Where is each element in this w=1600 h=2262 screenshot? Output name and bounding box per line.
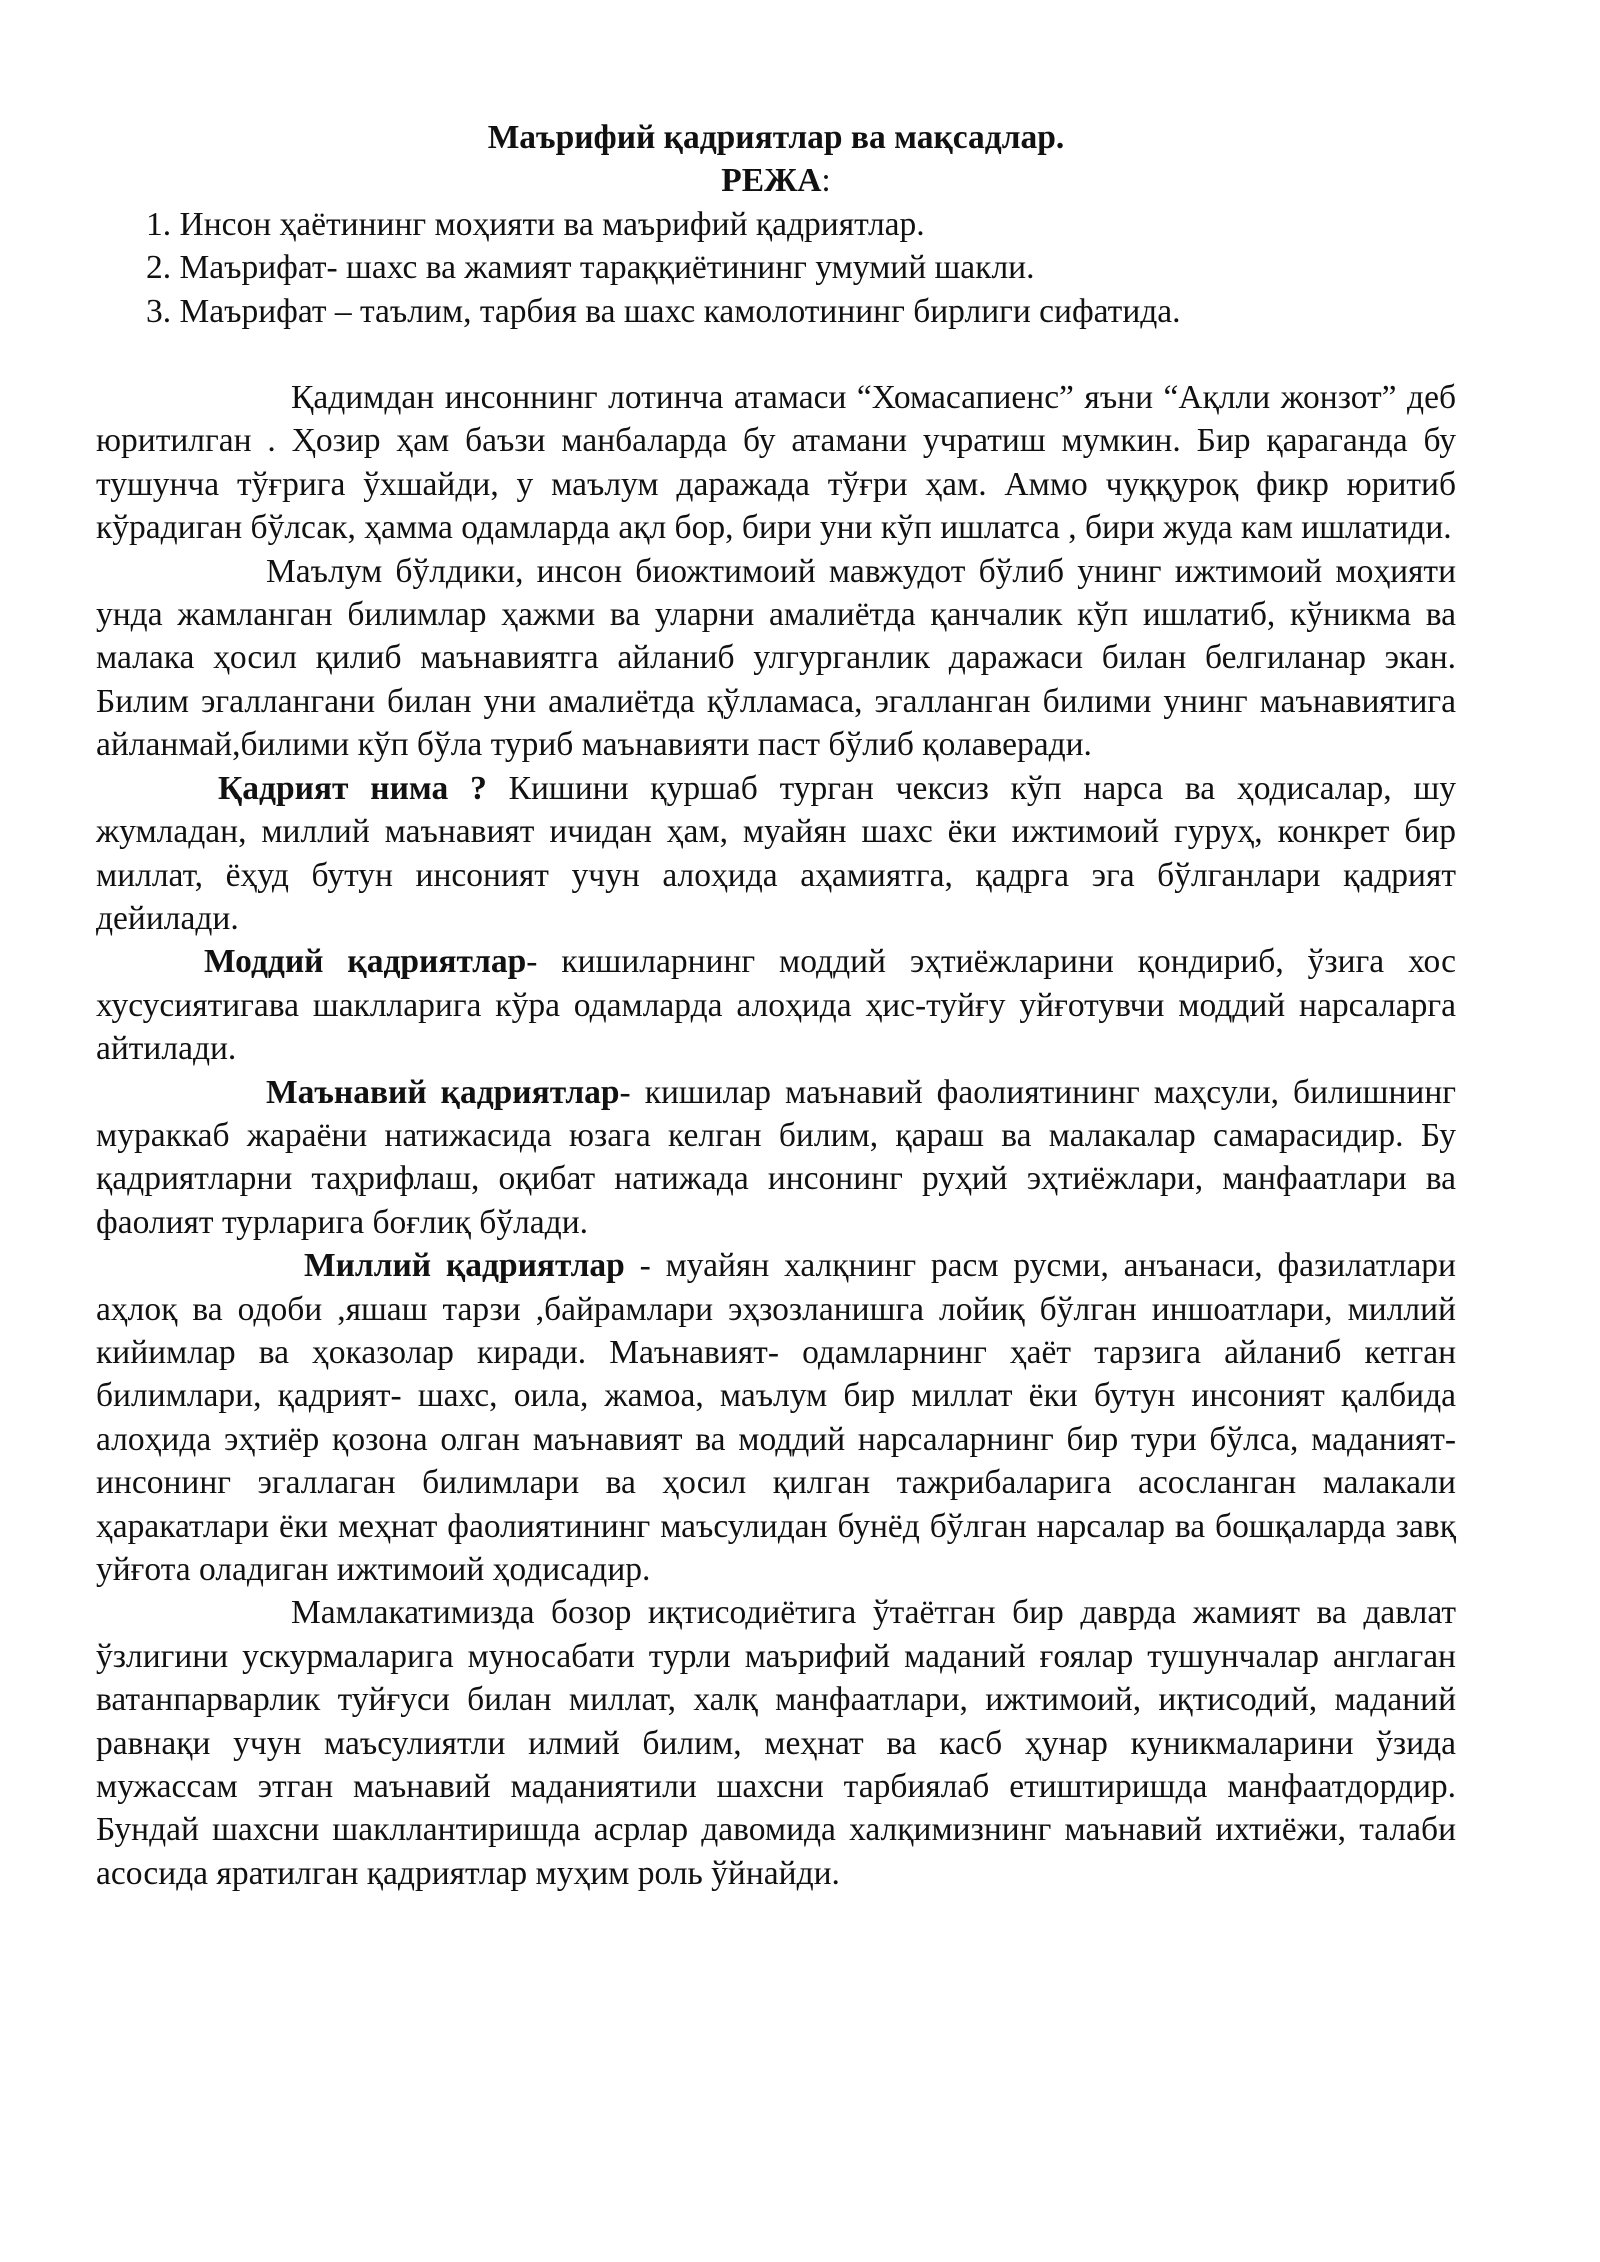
paragraph-6-text: - муайян халқнинг расм русми, анъанаси, фазилатлари аҳлоқ ва одоби ,яшаш тарзи ,байрамлари эҳзозланишга лойиқ бўлган иншоатлари, миллий кийимлар ва ҳоказолар киради. Маънавият- одамларнинг ҳаёт тарзига айланиб кетган билимлари, қадрият- шахс, оила, жамоа, маълум бир миллат ёки бутун инсоният қалбида алоҳида эҳтиёр қозона олган маънавият ва моддий нарсаларнинг бир тури бўлса, маданият-инсонинг эгаллаган билимлари ва ҳосил қилган тажрибаларига асосланган малакали ҳаракатлари ёки меҳнат фаолиятининг маъсулидан бунёд бўлган нарсалар ва бошқаларда завқ уйғота оладиган ижтимоий ҳодисадир.	[96, 1247, 1456, 1588]
document-title: Маърифий қадриятлар ва мақсадлар.	[487, 119, 1065, 156]
paragraph-4	[96, 940, 1456, 1070]
plan-heading-colon: :	[821, 162, 831, 200]
paragraph-4-term: Моддий қадриятлар	[204, 943, 527, 981]
paragraph-3	[96, 767, 1456, 941]
paragraph-6-term: Миллий қадриятлар	[304, 1247, 625, 1285]
paragraph-5-term: Маънавий қадриятлар	[266, 1073, 620, 1111]
plan-list	[96, 203, 1456, 333]
spacer	[96, 333, 1456, 376]
paragraph-2: Маълум бўлдики, инсон биожтимоий мавжудот бўлиб унинг ижтимоий моҳияти унда жамланган билимлар ҳажми ва уларни амалиётда қанчалик кўп ишлатиб, кўникма ва малака ҳосил қилиб маънавиятга айланиб улгурганлик даражаси билан белгиланар экан. Билим эгаллангани билан уни амалиётда қўлламаса, эгалланган билими унинг маънавиятига айланмай,билими кўп бўла туриб маънавияти паст бўлиб қолаверади.	[96, 552, 1456, 764]
plan-item-2: 2. Маърифат- шахс ва жамият тараққиётининг умумий шакли.	[146, 249, 1035, 287]
paragraph-3-text: Кишини қуршаб турган чексиз кўп нарса ва ҳодисалар, шу жумладан, миллий маънавият ичидан ҳам, муайян шахс ёки ижтимоий гуруҳ, конкрет бир миллат, ёҳуд бутун инсоният учун алоҳида аҳамиятга, қадрга эга бўлганлари қадрият дейилади.	[96, 769, 1456, 937]
paragraph-1: Қадимдан инсоннинг лотинча атамаси “Хомасапиенс” яъни “Ақлли жонзот” деб юритилган . Ҳозир ҳам баъзи манбаларда бу атамани учратиш мумкин. Бир қараганда бу тушунча тўғрига ўхшайди, у маълум даражада тўғри ҳам. Аммо чуққуроқ фикр юритиб кўрадиган бўлсак, ҳамма одамларда ақл бор, бири уни кўп ишлатса , бири жуда кам ишлатиди.	[96, 379, 1456, 547]
paragraph-5	[96, 1071, 1456, 1245]
plan-item-1: 1. Инсон ҳаётининг моҳияти ва маърифий қадриятлар.	[146, 205, 925, 243]
plan-heading	[96, 159, 1456, 202]
paragraph-4-text: - кишиларнинг моддий эҳтиёжларини қондириб, ўзига хос хусусиятигава шаклларига кўра одамларда алоҳида ҳис-туйғу уйғотувчи моддий нарсаларга айтилади.	[96, 943, 1457, 1068]
paragraph-3-term: Қадрият нима ?	[218, 769, 487, 807]
paragraph-6	[96, 1244, 1456, 1591]
paragraph-5-text: - кишилар маънавий фаолиятининг маҳсули, билишнинг мураккаб жараёни натижасида юзага келган билим, қараш ва малакалар самарасидир. Бу қадриятларни таҳрифлаш, оқибат натижада инсонинг руҳий эҳтиёжлари, манфаатлари ва фаолият турларига боғлиқ бўлади.	[96, 1073, 1456, 1241]
document-page	[96, 116, 1456, 1895]
plan-item-3: 3. Маърифат – таълим, тарбия ва шахс камолотининг бирлиги сифатида.	[146, 292, 1181, 330]
plan-heading-text: РЕЖА	[721, 162, 822, 200]
paragraph-7: Мамлакатимизда бозор иқтисодиётига ўтаётган бир даврда жамият ва давлат ўзлигини ускурмаларига муносабати турли маърифий маданий ғоялар тушунчалар англаган ватанпарварлик туйғуси билан миллат, халқ манфаатлари, ижтимоий, иқтисодий, маданий равнақи учун маъсулиятли илмий билим, меҳнат ва касб ҳунар куникмаларини ўзида мужассам этган маънавий маданиятили шахсни тарбиялаб етиштиришда манфаатдордир. Бундай шахсни шакллантиришда асрлар давомида халқимизнинг маънавий ихтиёжи, талаби асосида яратилган қадриятлар муҳим роль ўйнайди.	[96, 1594, 1456, 1892]
